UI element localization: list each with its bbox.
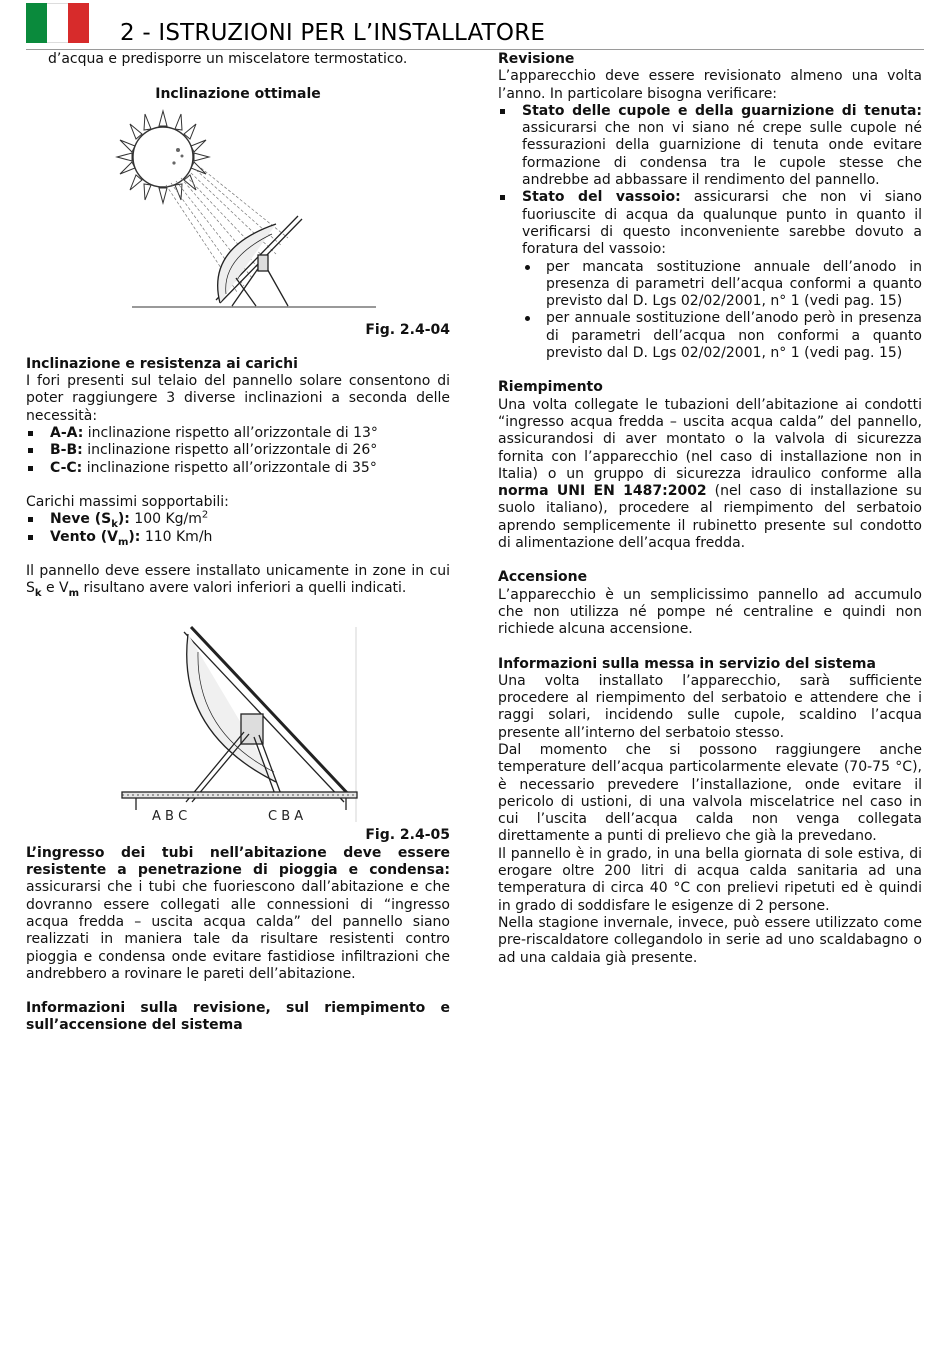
panel-frame-figure [26,622,450,827]
pipes-text: L’ingresso dei tubi nell’abitazione deve essere resistente a penetrazione di pioggia e condensa: assicurarsi che i tubi che fuoriescono dall’abitazione e che dovranno essere collegati alle connessioni di “ingresso acqua fredda – uscita acqua calda” del pannello siano realizzati in maniera tale da risultare resistenti contro pioggia e condensa onde evitare fastidiose infiltrazioni che andrebbero a rovinare le pareti dell’abitazione. [26,844,450,982]
italian-flag [26,3,89,43]
right-column [498,51,922,967]
loads-heading: Inclinazione e resistenza ai carichi [26,355,298,372]
loads-text: I fori presenti sul telaio del pannello solare consentono di poter raggiungere 3 diverse inclinazioni a seconda delle necessità: [26,373,450,424]
list-item: A-A: inclinazione rispetto all’orizzontale di 13° [26,425,450,442]
max-loads-label: Carichi massimi sopportabili: [26,493,229,510]
loads-list [26,511,450,546]
revision-heading: Revisione [498,51,575,67]
left-column [26,51,450,1035]
startup-heading: Accensione [498,569,588,586]
list-item: C-C: inclinazione rispetto all’orizzontale di 35° [26,460,450,477]
figure-caption: Fig. 2.4-04 [365,321,450,338]
flag-red-band [68,3,89,43]
revision-text: L’apparecchio deve essere revisionato almeno una volta l’anno. In particolare bisogna verificare: [498,68,922,102]
revision-list [498,103,922,362]
list-item: Stato delle cupole e della guarnizione di tenuta: assicurarsi che non vi siano né crepe sulle cupole né fessurazioni della guarnizione di tenuta onde evitare formazione di condensa tra le cupole stesse che andrebbe ad abbassare il rendimento del pannello. [498,103,922,189]
sun-tilt-figure [26,108,450,318]
header-divider [26,49,924,50]
info-heading: Informazioni sulla revisione, sul riempimento e sull’accensione del sistema [26,1000,450,1034]
startup-text: L’apparecchio è un semplicissimo pannello ad accumulo che non utilizza né pompe né centraline e quindi non richiede alcuna accensione. [498,586,922,638]
filling-text: Una volta collegate le tubazioni dell’abitazione ai condotti “ingresso acqua fredda – uscita acqua calda” del pannello, assicurandosi di aver montato o la valvola di sicurezza fornita con l’apparecchio (nel caso di installazione non in Italia) o un gruppo di sicurezza idraulico conforme alla norma UNI EN 1487:2002 (nel caso di installazione su suolo italiano), procedere al riempimento del serbatoio aprendo semplicemente il rubinetto presente sul condotto di alimentazione dell’acqua fredda. [498,396,923,552]
service-paragraph: Nella stagione invernale, invece, può essere utilizzato come pre-riscaldatore collegandolo in serie ad uno scaldabagno o ad una caldaia già presente. [498,914,922,966]
figure-title: Inclinazione ottimale [155,86,321,103]
figure-caption: Fig. 2.4-05 [365,827,450,844]
service-paragraph: Il pannello è in grado, in una bella giornata di sole estiva, di erogare oltre 200 litri di acqua calda sanitaria ad una temperatura di circa 40 °C con prelievi ripetuti ed è quindi in grado di soddisfare le esigenze di 2 persone. [498,845,922,914]
flag-green-band [26,3,47,43]
list-item: Neve $(S_k)$: 100 $Kg/m^2$ [26,511,450,528]
flag-white-band [47,3,68,43]
list-item: Stato del vassoio: assicurarsi che non vi siano fuoriuscite di acqua da qualunque punto in quanto il verificarsi di questo inconveniente sarebbe dovuto a foratura del vassoio: per mancata sostituzione annuale dell’anodo in presenza di parametri dell’acqua conformi a quanto previsto dal D. Lgs 02/02/2001, n° 1 (vedi pag. 15) per annuale sostituzione dell’anodo però in presenza di parametri dell’acqua non conformi a quanto previsto dal D. Lgs 02/02/2001, n° 1 (vedi pag. 15) [498,189,922,362]
list-item: per annuale sostituzione dell’anodo però in presenza di parametri dell’acqua non conformi a quanto previsto dal D. Lgs 02/02/2001, n° 1 (vedi pag. 15) [522,310,922,362]
list-item: Vento $(V_m)$: 110 Km/h [26,529,450,546]
figure-label-right: C B A [268,809,304,825]
service-paragraph: Una volta installato l’apparecchio, sarà sufficiente procedere al riempimento del serbatoio e attendere che i raggi solari, incidendo sulle cupole, scaldino l’acqua presente all’interno del serbatoio stesso. [498,672,922,741]
intro-text: d’acqua e predisporre un miscelatore termostatico. [48,51,408,67]
tray-sublist [522,259,922,363]
list-item: per mancata sostituzione annuale dell’anodo in presenza di parametri dell’acqua conformi a quanto previsto dal D. Lgs 02/02/2001, n° 1 (vedi pag. 15) [522,259,922,311]
inclination-list [26,425,450,477]
list-item: B-B: inclinazione rispetto all’orizzontale di 26° [26,442,450,459]
service-heading: Informazioni sulla messa in servizio del sistema [498,655,876,672]
figure-label-left: A B C [152,809,188,825]
filling-heading: Riempimento [498,379,603,396]
service-paragraph: Dal momento che si possono raggiungere anche temperature dell’acqua particolarmente elevate (70-75 °C), è necessario prevedere l’installazione, onde evitare il pericolo di ustioni, di una valvola miscelatrice nel caso in cui l’uscita dell’acqua calda non venga collegata direttamente a punti di prelievo che già la prevedano. [498,741,922,845]
section-title: 2 - ISTRUZIONI PER L’INSTALLATORE [120,20,546,46]
zones-text: Il pannello deve essere installato unicamente in zone in cui $S_k$ e $V_m$ risultano avere valori inferiori a quelli indicati. [26,562,450,599]
